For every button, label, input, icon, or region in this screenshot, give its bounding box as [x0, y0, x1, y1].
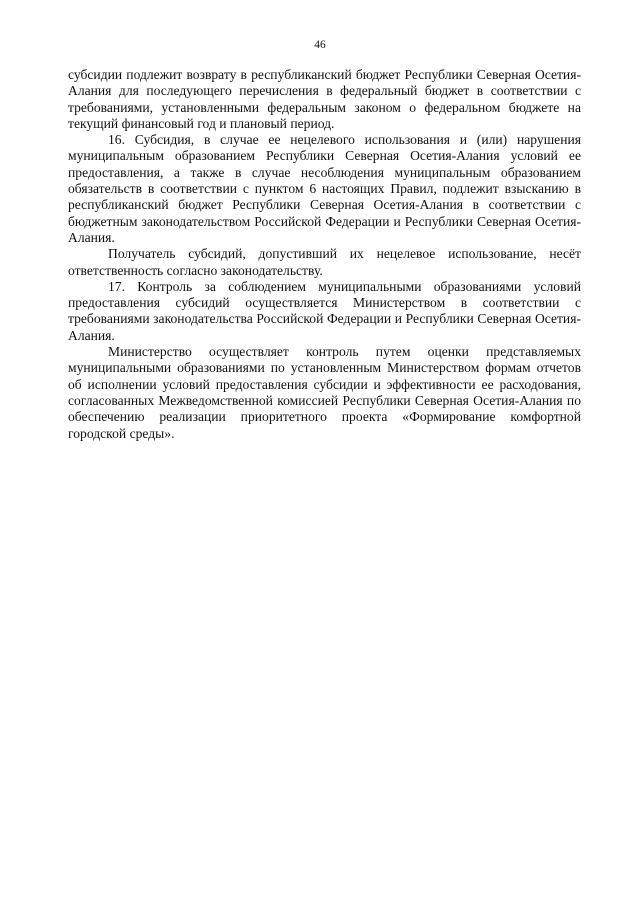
- document-body: [68, 67, 581, 442]
- paragraph-recipient-responsibility: Получатель субсидий, допустивший их нецелевое использование, несёт ответственность согласно законодательству.: [68, 246, 581, 278]
- page-number: 46: [314, 39, 326, 51]
- paragraph-clause-16: 16. Субсидия, в случае ее нецелевого использования и (или) нарушения муниципальным образованием Республики Северная Осетия-Алания условий ее предоставления, а также в случае несоблюдения муниципальным образованием обязательств в соответствии с пунктом 6 настоящих Правил, подлежит взысканию в республиканский бюджет Республики Северная Осетия-Алания в соответствии с бюджетным законодательством Российской Федерации и Республики Северная Осетия-Алания.: [68, 132, 581, 245]
- paragraph-clause-17: 17. Контроль за соблюдением муниципальными образованиями условий предоставления субсидий осуществляется Министерством в соответствии с требованиями законодательства Российской Федерации и Республики Северная Осетия-Алания.: [68, 278, 581, 343]
- paragraph-ministry-control: Министерство осуществляет контроль путем оценки представляемых муниципальными образованиями по установленным Министерством формам отчетов об исполнении условий предоставления субсидии и эффективности ее расходования, согласованных Межведомственной комиссией Республики Северная Осетия-Алания по обеспечению реализации приоритетного проекта «Формирование комфортной городской среды».: [68, 344, 581, 441]
- paragraph-continuation: субсидии подлежит возврату в республиканский бюджет Республики Северная Осетия-Алания для последующего перечисления в федеральный бюджет в соответствии с требованиями, установленными федеральным законом о федеральном бюджете на текущий финансовый год и плановый период.: [68, 67, 581, 131]
